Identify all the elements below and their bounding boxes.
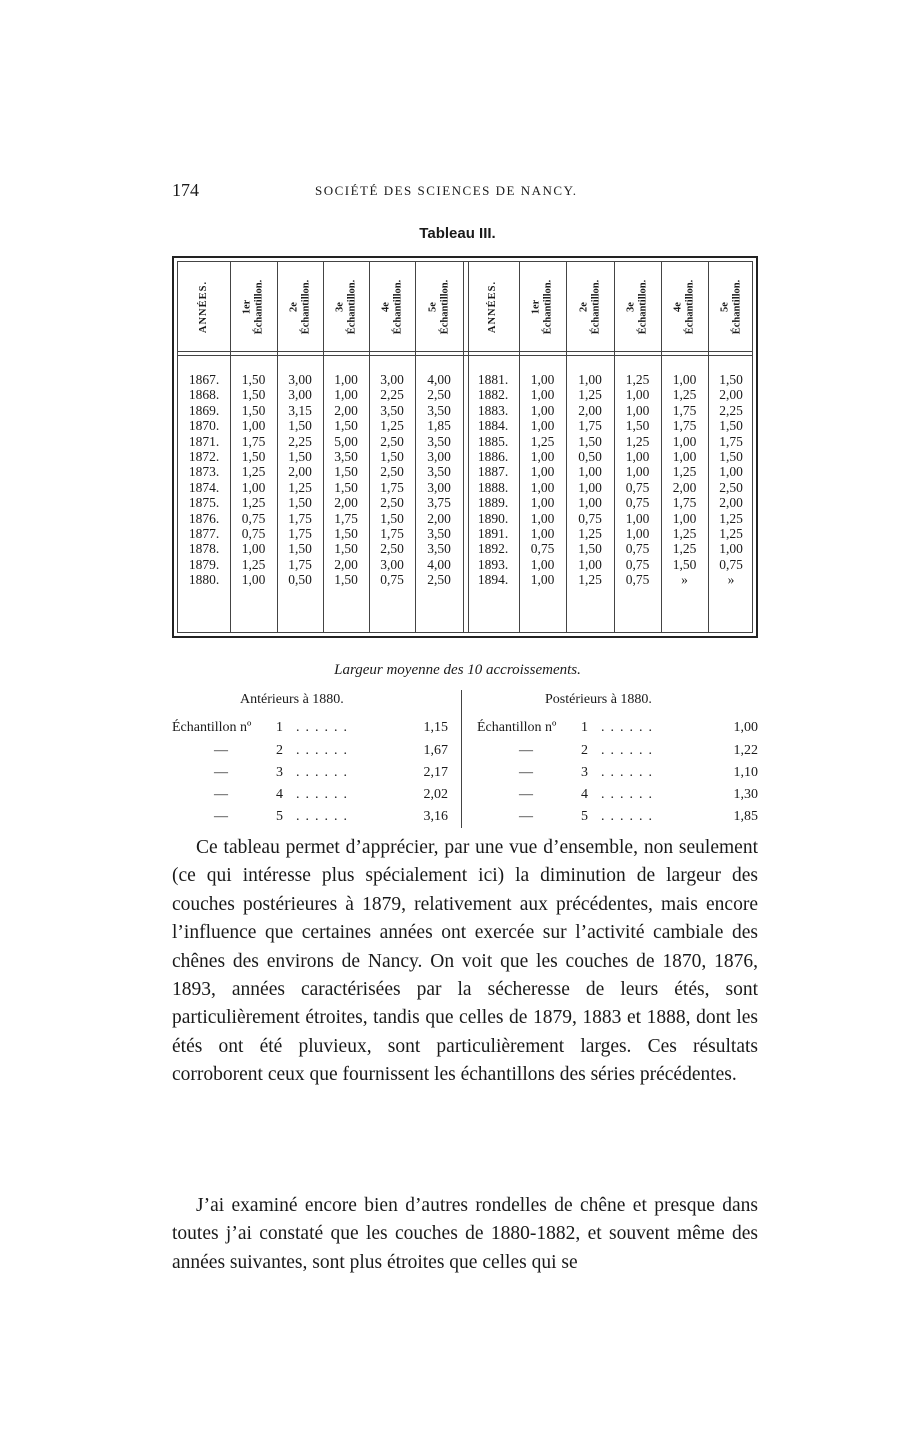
value-cell: 0,75 [625,572,650,588]
value-cell: 1,50 [241,387,266,403]
value-cell: 3,00 [380,372,404,387]
sample-number: 2 [276,743,283,758]
value-cell: 1,75 [380,525,404,541]
leader-dots: ...... [296,743,353,758]
mean-width-value: 2,02 [423,787,448,802]
value-cell: 0,75 [530,541,555,557]
value-cell: 2,50 [427,572,451,588]
value-cell: 1,00 [625,464,650,480]
value-cell: 4,00 [427,372,451,387]
value-cell: 1,00 [530,479,555,495]
sample-column-header [661,268,708,346]
value-cell: 1,25 [625,372,650,387]
value-cell: 1,75 [672,402,697,418]
value-cell: 1,75 [288,525,312,541]
sample-number: 1 [276,720,283,735]
year-cell: 1894. [477,572,509,588]
year-cell: 1886. [477,448,509,464]
value-cell: 1,75 [380,479,404,495]
value-cell: 0,75 [625,479,650,495]
year-cell: 1872. [188,448,220,464]
value-cell: 1,25 [380,418,404,434]
value-cell: 1,25 [530,433,555,449]
summary-row-left [172,806,457,828]
value-cell: 1,25 [241,495,266,511]
sample-column-header [519,268,566,346]
value-cell: 3,50 [427,541,451,557]
leader-dots: ...... [601,720,658,735]
value-cell: 3,00 [288,372,312,387]
sample-number: 5 [581,809,588,824]
value-cell: 1,50 [719,372,743,387]
year-cell: 1877. [188,525,220,541]
sample-column-header [708,268,754,346]
ditto-dash: — [519,743,533,758]
value-cell: 1,00 [578,372,602,387]
tree-ring-table [172,256,758,638]
value-cell: 1,50 [380,448,404,464]
value-cell: 1,50 [719,448,743,464]
sample-number: 4 [581,787,588,802]
value-cell: 2,00 [578,402,602,418]
value-cell: 1,50 [719,418,743,434]
value-cell: 1,50 [334,418,358,434]
summary-row-right [477,762,762,784]
value-cell: 1,75 [672,418,697,434]
value-cell: 1,00 [625,510,650,526]
leader-dots: ...... [601,743,658,758]
table-column [467,372,519,587]
year-cell: 1880. [188,572,220,588]
value-cell: 1,50 [334,479,358,495]
mean-width-value: 1,22 [733,743,758,758]
value-cell: 2,00 [334,402,358,418]
value-cell: 0,75 [578,510,602,526]
sample-label: Échantillon nº [172,720,252,735]
value-cell: 1,00 [530,556,555,572]
sample-column-header [277,268,323,346]
summary-right-heading: Postérieurs à 1880. [545,692,652,707]
value-cell: 1,25 [241,464,266,480]
leader-dots: ...... [601,787,658,802]
value-cell: 1,00 [625,387,650,403]
column-header-label: 2e Échantillon. [578,279,601,335]
value-cell: 3,50 [427,433,451,449]
value-cell: 3,75 [427,495,451,511]
value-cell: 0,75 [625,556,650,572]
year-cell: 1885. [477,433,509,449]
value-cell: 0,75 [625,541,650,557]
value-cell: 1,75 [288,510,312,526]
value-cell: 1,50 [578,541,602,557]
value-cell: » [727,572,735,588]
mean-width-value: 1,15 [423,720,448,735]
value-cell: 1,50 [625,418,650,434]
value-cell: 2,00 [719,387,743,403]
value-cell: 1,00 [530,448,555,464]
column-header-label: 1er Échantillon. [241,279,265,335]
year-cell: 1874. [188,479,220,495]
sample-number: 5 [276,809,283,824]
value-cell: 1,50 [241,448,266,464]
value-cell: 3,00 [427,448,451,464]
value-cell: 1,00 [672,510,697,526]
body-paragraph: J’ai examiné encore bien d’autres rondelles de chêne et presque dans toutes j’ai constaté que les couches de 1880-1882, et souvent même des années suivantes, sont plus étroites que celles qui se [172,1195,758,1273]
value-cell: 2,00 [719,495,743,511]
value-cell: 1,00 [334,372,358,387]
value-cell: 3,50 [427,402,451,418]
mean-width-value: 1,85 [733,809,758,824]
value-cell: 1,50 [334,572,358,588]
table-column [614,372,661,587]
summary-row-right [477,740,762,762]
years-column-header [178,268,230,346]
value-cell: 1,75 [578,418,602,434]
page-number: 174 [172,180,199,200]
summary-left-heading: Antérieurs à 1880. [240,692,344,707]
summary-row-right [477,806,762,828]
table-column [277,372,323,587]
sample-number: 1 [581,720,588,735]
ditto-dash: — [214,765,228,780]
ditto-dash: — [214,787,228,802]
mean-width-value: 3,16 [423,809,448,824]
value-cell: 1,25 [288,479,312,495]
year-cell: 1881. [477,372,509,387]
value-cell: 2,50 [380,495,404,511]
year-cell: 1879. [188,556,220,572]
table-column [661,372,708,587]
sample-column-header [230,268,277,346]
value-cell: 1,85 [427,418,451,434]
value-cell: 1,75 [241,433,266,449]
sample-column-header [369,268,415,346]
value-cell: 1,00 [530,418,555,434]
value-cell: 0,75 [241,510,266,526]
value-cell: 0,75 [625,495,650,511]
summary-caption: Largeur moyenne des 10 accroissements. [334,662,581,678]
table-inner-frame [177,261,753,633]
value-cell: 1,25 [578,572,602,588]
value-cell: 1,00 [625,448,650,464]
sample-column-header [614,268,661,346]
sample-number: 2 [581,743,588,758]
year-cell: 1882. [477,387,509,403]
ditto-dash: — [519,765,533,780]
mean-width-value: 1,67 [423,743,448,758]
value-cell: 1,00 [241,479,266,495]
value-cell: 1,00 [578,556,602,572]
value-cell: 1,00 [530,525,555,541]
column-header-label: 3e Échantillon. [334,279,357,335]
ditto-dash: — [519,809,533,824]
value-cell: 1,50 [380,510,404,526]
column-header-label: 4e Échantillon. [380,279,403,335]
value-cell: 3,50 [427,464,451,480]
year-cell: 1878. [188,541,220,557]
value-cell: 1,25 [625,433,650,449]
value-cell: 1,50 [288,448,312,464]
value-cell: 2,50 [380,464,404,480]
sample-column-header [323,268,369,346]
value-cell: 1,25 [672,464,697,480]
leader-dots: ...... [296,720,353,735]
value-cell: 2,00 [334,495,358,511]
year-cell: 1875. [188,495,220,511]
value-cell: 4,00 [427,556,451,572]
value-cell: 0,50 [288,572,312,588]
value-cell: 1,75 [672,495,697,511]
value-cell: 1,00 [672,433,697,449]
value-cell: 1,75 [288,556,312,572]
column-header-label: 3e Échantillon. [625,279,649,335]
leader-dots: ...... [296,765,353,780]
value-cell: 1,25 [672,525,697,541]
value-cell: 1,25 [672,387,697,403]
table-column [566,372,614,587]
year-cell: 1876. [188,510,220,526]
leader-dots: ...... [296,809,353,824]
value-cell: 5,00 [334,433,358,449]
value-cell: 2,00 [334,556,358,572]
column-header-label: 5e Échantillon. [427,279,450,335]
value-cell: 1,50 [578,433,602,449]
value-cell: 3,00 [380,556,404,572]
sample-column-header [415,268,463,346]
value-cell: 1,50 [288,418,312,434]
value-cell: 1,00 [578,495,602,511]
table-column [708,372,754,587]
sample-column-header [566,268,614,346]
column-header-label: 4e Échantillon. [672,279,696,335]
table-column [178,372,230,587]
value-cell: 1,50 [672,556,697,572]
summary-row-left [172,762,457,784]
table-column [369,372,415,587]
value-cell: 1,00 [241,418,266,434]
value-cell: 2,00 [427,510,451,526]
value-cell: 1,00 [530,372,555,387]
value-cell: 3,50 [380,402,404,418]
value-cell: 1,00 [530,387,555,403]
year-cell: 1887. [477,464,509,480]
year-cell: 1892. [477,541,509,557]
value-cell: 1,50 [334,525,358,541]
value-cell: 1,00 [530,464,555,480]
column-header-label: 1er Échantillon. [530,279,554,335]
value-cell: 1,00 [241,572,266,588]
value-cell: 1,50 [288,495,312,511]
year-cell: 1883. [477,402,509,418]
value-cell: 0,50 [578,448,602,464]
value-cell: 1,00 [672,372,697,387]
value-cell: 1,00 [578,479,602,495]
summary-row-right [477,784,762,806]
value-cell: 2,50 [380,541,404,557]
value-cell: 1,50 [241,372,266,387]
value-cell: 2,25 [719,402,743,418]
body-paragraph: Ce tableau permet d’apprécier, par une vue d’ensemble, non seulement (ce qui intéresse plus spécialement ici) la diminution de largeur des couches postérieures à 1879, relativement aux précédentes, mais encore l’influence que certaines années ont exercée sur l’activité cambiale des chênes des environs de Nancy. On voit que les couches de 1870, 1876, 1893, années caractérisées par la sécheresse de leurs étés, sont particulièrement étroites, tandis que celles de 1879, 1883 et 1888, dont les étés ont été pluvieux, sont particulièrement larges. Ces résultats corroborent ceux que fournissent les échantillons des séries précédentes. [172,837,758,1086]
mean-width-value: 2,17 [423,765,448,780]
year-cell: 1869. [188,402,220,418]
value-cell: 0,75 [380,572,404,588]
year-cell: 1893. [477,556,509,572]
year-cell: 1891. [477,525,509,541]
value-cell: 1,00 [334,387,358,403]
table-column [415,372,463,587]
value-cell: 1,00 [625,402,650,418]
summary-divider [461,690,462,828]
table-column [519,372,566,587]
value-cell: 1,00 [672,448,697,464]
mean-width-value: 1,30 [733,787,758,802]
summary-row-left [172,740,457,762]
value-cell: 3,15 [288,402,312,418]
year-cell: 1870. [188,418,220,434]
value-cell: 1,00 [530,402,555,418]
sample-number: 3 [581,765,588,780]
value-cell: 2,50 [380,433,404,449]
value-cell: 3,00 [288,387,312,403]
leader-dots: ...... [601,765,658,780]
year-cell: 1884. [477,418,509,434]
value-cell: 2,00 [672,479,697,495]
value-cell: 1,25 [241,556,266,572]
ditto-dash: — [519,787,533,802]
ditto-dash: — [214,809,228,824]
value-cell: 3,50 [427,525,451,541]
year-cell: 1868. [188,387,220,403]
sample-number: 3 [276,765,283,780]
mean-width-value: 1,10 [733,765,758,780]
value-cell: 2,25 [380,387,404,403]
value-cell: 1,75 [334,510,358,526]
value-cell: 3,50 [334,448,358,464]
ditto-dash: — [214,743,228,758]
column-header-label: 5e Échantillon. [719,279,742,335]
summary-row-left [172,784,457,806]
value-cell: 1,00 [530,495,555,511]
column-header-label: 2e Échantillon. [288,279,311,335]
year-cell: 1890. [477,510,509,526]
value-cell: 1,25 [578,525,602,541]
value-cell: 1,25 [719,510,743,526]
value-cell: 1,00 [625,525,650,541]
value-cell: 0,75 [719,556,743,572]
value-cell: 1,00 [578,464,602,480]
value-cell: 1,00 [241,541,266,557]
mean-width-value: 1,00 [733,720,758,735]
value-cell: 2,25 [288,433,312,449]
table-column [323,372,369,587]
year-cell: 1867. [188,372,220,387]
running-head: SOCIÉTÉ DES SCIENCES DE NANCY. [315,183,578,198]
sample-label: Échantillon nº [477,720,557,735]
leader-dots: ...... [601,809,658,824]
value-cell: 1,00 [530,572,555,588]
value-cell: 2,00 [288,464,312,480]
value-cell: 3,00 [427,479,451,495]
value-cell: 2,50 [427,387,451,403]
value-cell: 1,50 [334,464,358,480]
value-cell: 0,75 [241,525,266,541]
value-cell: » [681,572,688,588]
year-cell: 1888. [477,479,509,495]
value-cell: 1,25 [578,387,602,403]
year-cell: 1889. [477,495,509,511]
value-cell: 2,50 [719,479,743,495]
value-cell: 1,50 [241,402,266,418]
column-header-label: ANNÉES. [487,280,499,334]
summary-row-right [477,717,762,739]
value-cell: 1,00 [719,541,743,557]
sample-number: 4 [276,787,283,802]
table-column [230,372,277,587]
years-column-header [467,268,519,346]
value-cell: 1,25 [672,541,697,557]
leader-dots: ...... [296,787,353,802]
table-caption: Tableau III. [419,225,496,242]
column-header-label: ANNÉES. [198,280,210,334]
value-cell: 1,75 [719,433,743,449]
value-cell: 1,00 [530,510,555,526]
value-cell: 1,50 [288,541,312,557]
value-cell: 1,00 [719,464,743,480]
value-cell: 1,25 [719,525,743,541]
year-cell: 1873. [188,464,220,480]
value-cell: 1,50 [334,541,358,557]
summary-row-left [172,717,457,739]
year-cell: 1871. [188,433,220,449]
